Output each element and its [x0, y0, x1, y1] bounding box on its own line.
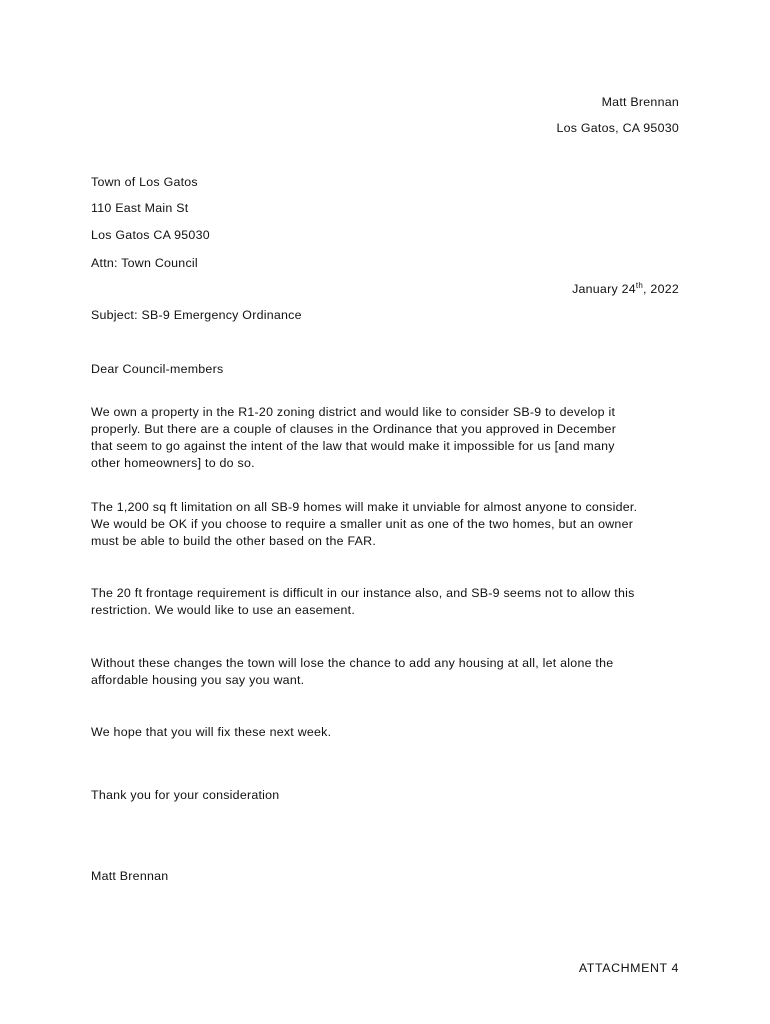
paragraph-line: The 1,200 sq ft limitation on all SB-9 homes will make it unviable for almost anyone to consider.: [91, 500, 638, 514]
date-month-day: January 24: [572, 282, 636, 296]
body-paragraph-3: [91, 585, 691, 619]
body-paragraph-5: [91, 724, 691, 741]
paragraph-line: properly. But there are a couple of clauses in the Ordinance that you approved in December: [91, 422, 617, 436]
letter-date: [572, 281, 679, 298]
paragraph-line: Without these changes the town will lose the chance to add any housing at all, let alone the: [91, 656, 614, 670]
date-year: , 2022: [643, 282, 679, 296]
paragraph-line: We own a property in the R1-20 zoning district and would like to consider SB-9 to develop it: [91, 405, 616, 419]
sender-name: Matt Brennan: [601, 95, 679, 109]
body-paragraph-2: [91, 499, 691, 550]
body-paragraph-1: [91, 404, 691, 472]
paragraph-line: affordable housing you say you want.: [91, 673, 305, 687]
recipient-org: Town of Los Gatos: [91, 175, 198, 189]
recipient-attn: Attn: Town Council: [91, 256, 198, 270]
paragraph-line: other homeowners] to do so.: [91, 456, 255, 470]
recipient-street: 110 East Main St: [91, 201, 189, 215]
body-paragraph-4: [91, 655, 691, 689]
signature-name: Matt Brennan: [91, 869, 169, 883]
paragraph-line: The 20 ft frontage requirement is difficult in our instance also, and SB-9 seems not to allow this: [91, 586, 635, 600]
attachment-label: ATTACHMENT 4: [578, 961, 679, 975]
paragraph-line: that seem to go against the intent of the law that would make it impossible for us [and many: [91, 439, 615, 453]
closing-line: Thank you for your consideration: [91, 788, 280, 802]
paragraph-line: must be able to build the other based on the FAR.: [91, 534, 377, 548]
subject-line: Subject: SB-9 Emergency Ordinance: [91, 308, 302, 322]
paragraph-line: restriction. We would like to use an easement.: [91, 603, 356, 617]
paragraph-line: We would be OK if you choose to require a smaller unit as one of the two homes, but an owner: [91, 517, 634, 531]
salutation: Dear Council-members: [91, 362, 224, 376]
date-suffix: th: [635, 281, 644, 290]
sender-city-line: Los Gatos, CA 95030: [556, 121, 679, 135]
paragraph-line: We hope that you will fix these next week.: [91, 725, 332, 739]
recipient-city-line: Los Gatos CA 95030: [91, 228, 210, 242]
